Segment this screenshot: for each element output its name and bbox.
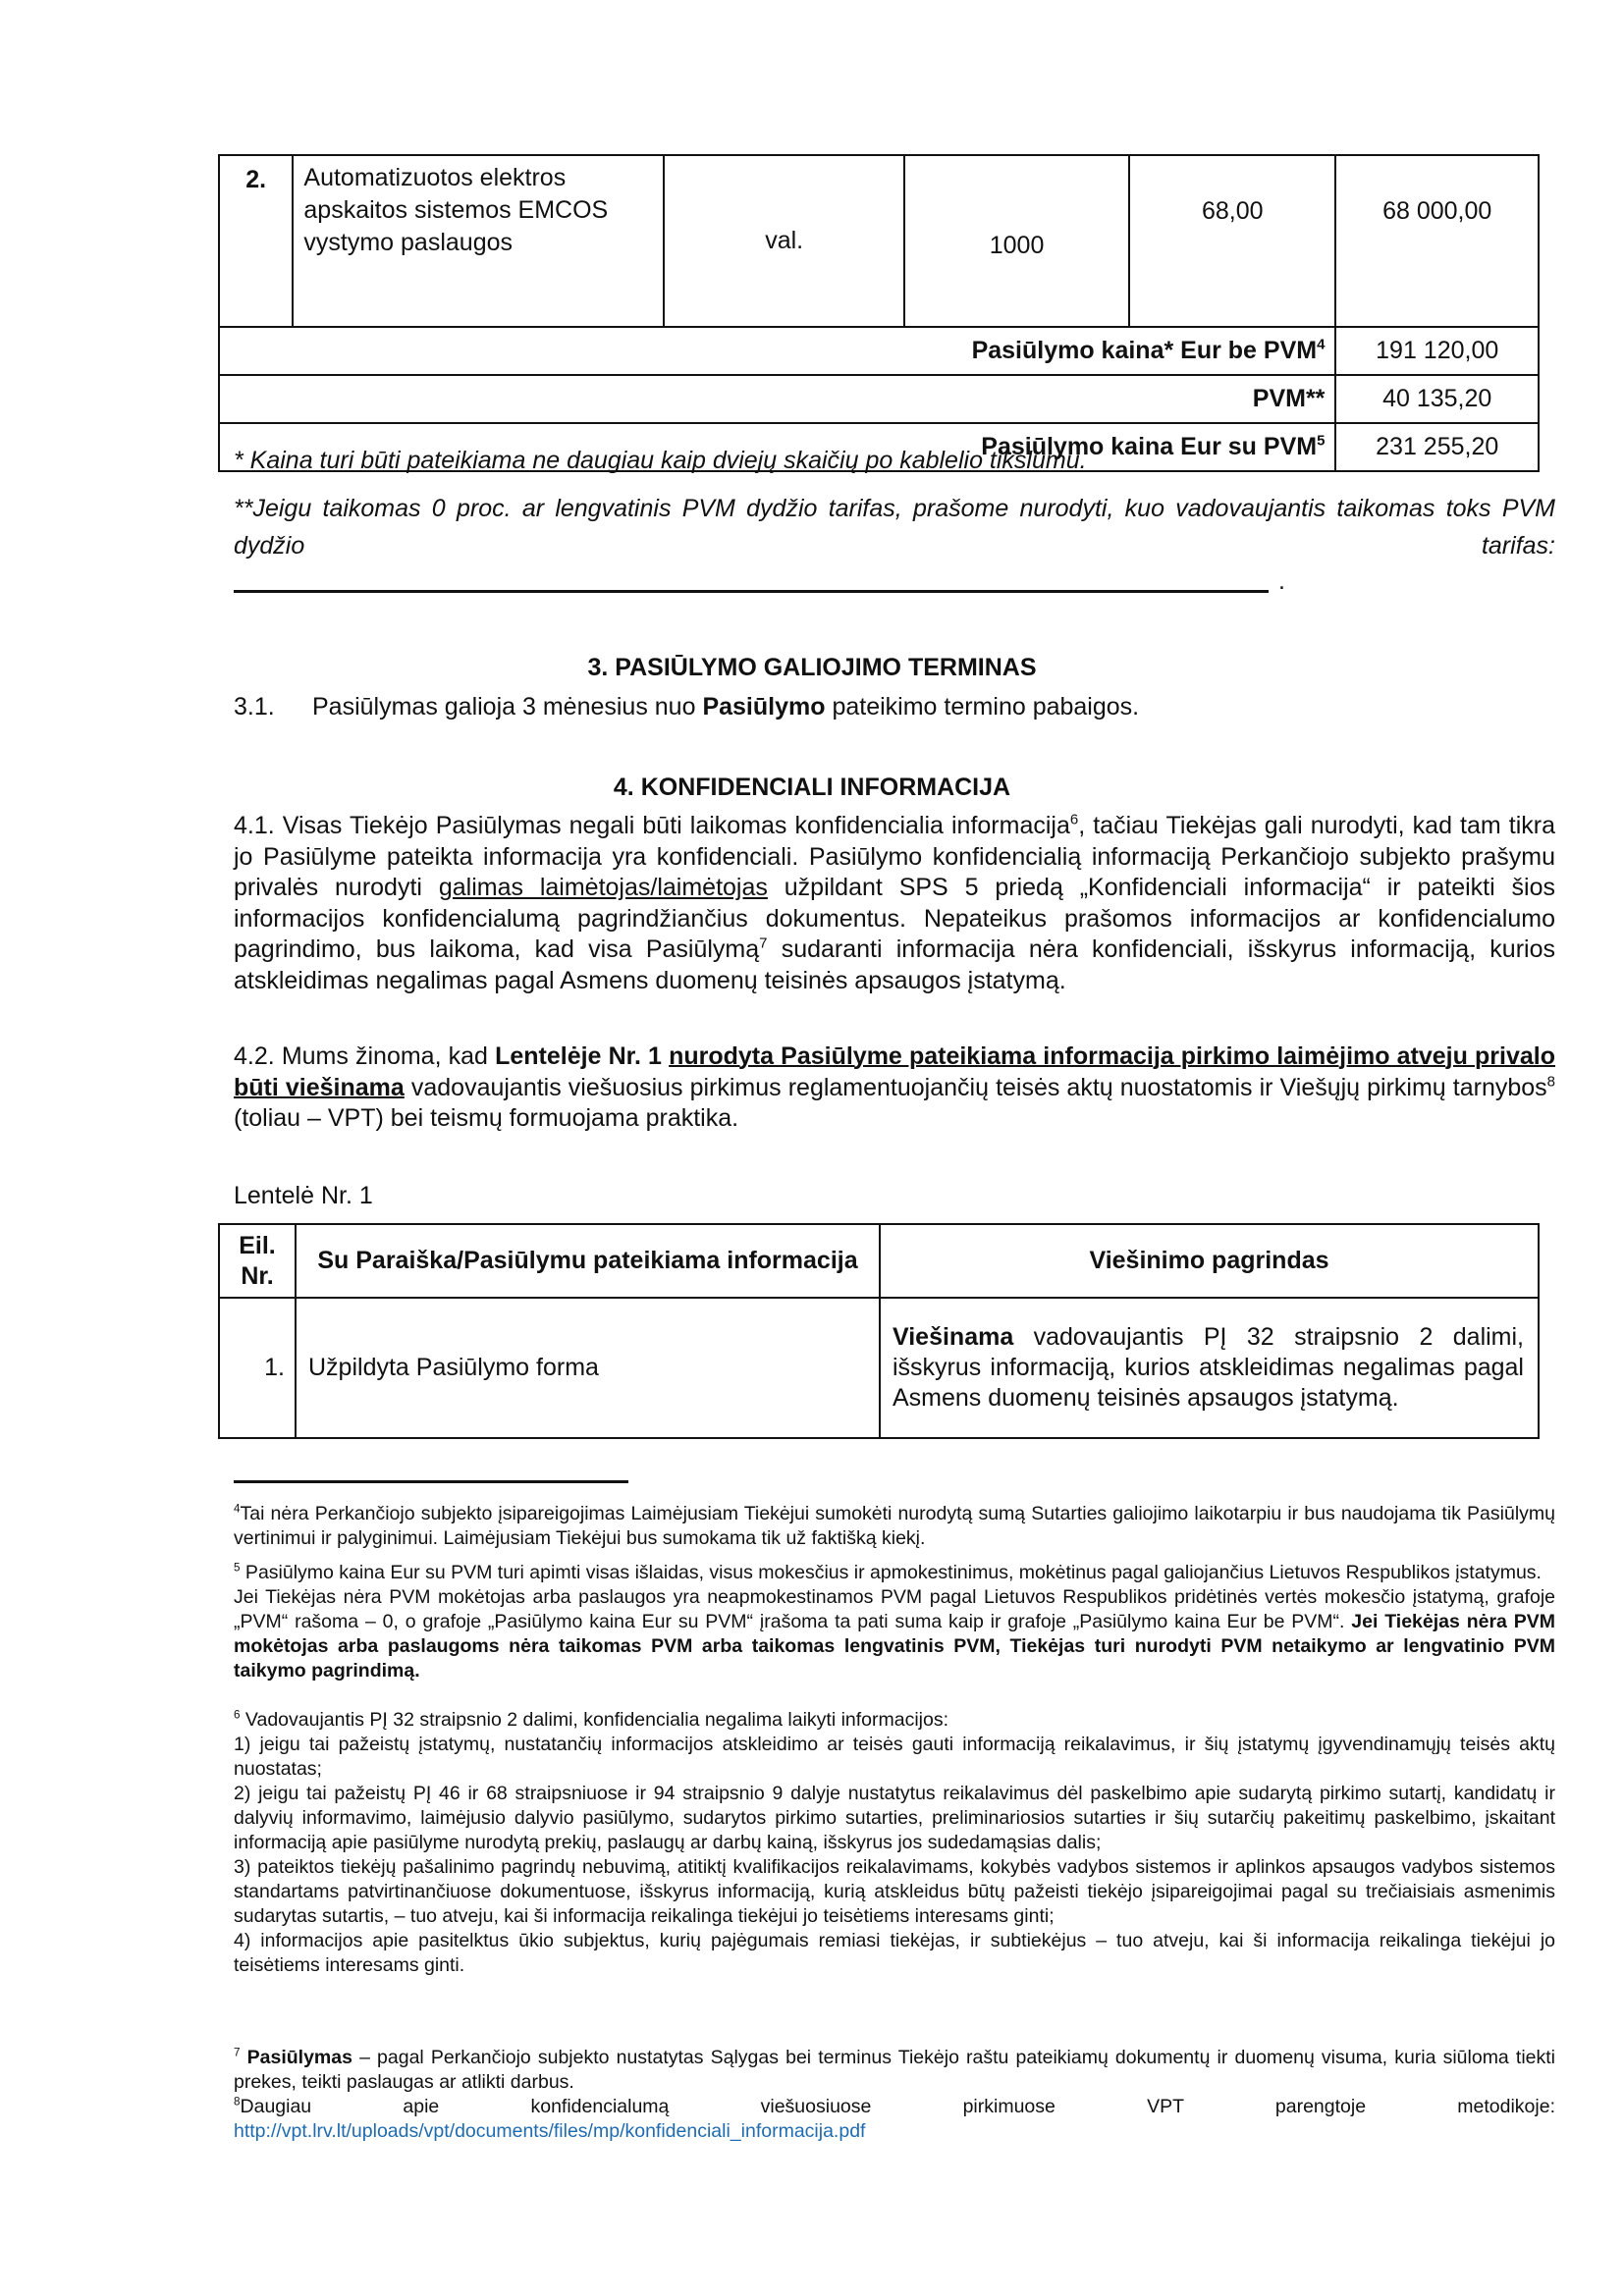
section-3-1: 3.1. Pasiūlymas galioja 3 mėnesius nuo Pasiūlymo pateikimo termino pabaigos. xyxy=(234,693,1140,721)
confidentiality-table xyxy=(218,1223,1540,1439)
table-row xyxy=(219,155,1539,327)
footnote-5: $^5$ Pasiūlymo kaina Eur su PVM turi apimti visas išlaidas, visus mokesčius ir apmokestinimus, mokėtinus pagal galiojančius Lietuvos Respublikos įstatymus. Jei Tiekėjas nėra PVM mokėtojas arba paslaugos yra neapmokestinamos PVM pagal Lietuvos Respublikos pridėtinės vertės mokesčio įstatymą, grafoje „PVM“ rašoma – 0, o grafoje „Pasiūlymo kaina Eur su PVM“ įrašoma ta pati suma kaip ir grafoje „Pasiūlymo kaina Eur be PVM“. Jei Tiekėjas nėra PVM mokėtojas arba paslaugoms nėra taikomas PVM arba taikomas lengvatinis PVM, Tiekėjas turi nurodyti PVM netaikymo ar lengvatinio PVM taikymo pagrindimą. xyxy=(234,1561,1555,1682)
footnote-4: $^4$Tai nėra Perkančiojo subjekto įsipareigojimas Laimėjusiam Tiekėjui sumokėti nurodytą sumą Sutarties galiojimo laikotarpiu ir bus naudojama tik Pasiūlymų vertinimui ir palyginimui. Laimėjusiam Tiekėjui bus sumokama tik už faktišką kiekį. xyxy=(234,1502,1555,1549)
unit-price: 68,00 xyxy=(1129,155,1335,327)
fill-in-line[interactable] xyxy=(234,590,1269,593)
table-header-row xyxy=(219,1224,1539,1298)
table-caption: Lentelė Nr. 1 xyxy=(234,1182,373,1209)
price-table xyxy=(218,154,1540,472)
price-precision-note: * Kaina turi būti pateikiama ne daugiau kaip dviejų skaičių po kablelio tikslumu. xyxy=(234,447,1087,474)
vat-rate-note: **Jeigu taikomas 0 proc. ar lengvatinis PVM dydžio tarifas, prašome nurodyti, kuo vadovaujantis taikomas toks PVM dydžio tarifas: xyxy=(234,495,1555,560)
service-name: Automatizuotos elektros apskaitos sistemos EMCOS vystymo paslaugos xyxy=(293,155,664,327)
methodology-link[interactable]: http://vpt.lrv.lt/uploads/vpt/documents/files/mp/konfidenciali_informacija.pdf xyxy=(234,2120,866,2142)
summary-row-net xyxy=(219,327,1539,375)
footnote-ref[interactable]: 4 xyxy=(1317,336,1326,353)
summary-value: 40 135,20 xyxy=(1335,375,1539,423)
quantity: 1000 xyxy=(904,155,1129,327)
underlined-phrase: galimas laimėtojas/laimėtojas xyxy=(438,874,768,901)
fill-in-line-end: . xyxy=(1278,567,1285,595)
footnote-6: $^6$ Vadovaujantis PĮ 32 straipsnio 2 dalimi, konfidencialia negalima laikyti informacijos: 1) jeigu tai pažeistų įstatymų, nustatančių informacijos atskleidimo ar teisės gauti informaciją reikalavimus, ir šių įstatymų įgyvendinamųjų teisės aktų nuostatas; 2) jeigu tai pažeistų PĮ 46 ir 68 straipsniuose ir 94 straipsnio 9 dalyje nustatytus reikalavimus dėl paskelbimo apie sudarytą pirkimo sutartį, kandidatų ir dalyvių informavimo, laimėjusio dalyvio pasiūlymo, sudarytos pirkimo sutarties, preliminariosios sutarties ir šių sutarčių pakeitimų paskelbimo, įskaitant informaciją apie pasiūlyme nurodytą prekių, paslaugų ar darbų kainą, išskyrus jos sudedamąsias dalis; 3) pateiktos tiekėjų pašalinimo pagrindų nebuvimą, atitiktį kvalifikacijos reikalavimams, kokybės vadybos sistemos ir aplinkos apsaugos vadybos sistemos standartams patvirtinančiuose dokumentuose, išskyrus informaciją, kurią atskleidus būtų pažeisti tiekėjo įsipareigojimai pagal su trečiaisiais asmenimis sudarytas sutartis, – tuo atveju, kai ši informacija reikalinga tiekėjui jo teisėtiems interesams ginti; 4) informacijos apie pasitelktus ūkio subjektus, kurių pajėgumais remiasi tiekėjas, ir subtiekėjus – tuo atveju, kai ši informacija reikalinga tiekėjui jo teisėtiems interesams ginti. xyxy=(234,1708,1555,1976)
header-no: Eil. Nr. xyxy=(219,1224,296,1298)
footnote-6-item: 2) jeigu tai pažeistų PĮ 46 ir 68 straipsniuose ir 94 straipsnio 9 dalyje nustatytus reikalavimus dėl paskelbimo apie sudarytą pirkimo sutartį, kandidatų ir dalyvių informavimo, laimėjusio dalyvio pasiūlymo, sudarytos pirkimo sutarties, preliminariosios sutarties ir šių sutarčių pakeitimų paskelbimo, įskaitant informaciją apie pasiūlyme nurodytą prekių, paslaugų ar darbų kainą, išskyrus jos sudedamąsias dalis; xyxy=(234,1783,1555,1853)
table-row xyxy=(219,1298,1539,1438)
footnote-ref[interactable]: 7 xyxy=(759,934,768,952)
summary-value: 191 120,00 xyxy=(1335,327,1539,375)
header-info: Su Paraiška/Pasiūlymu pateikiama informacija xyxy=(296,1224,880,1298)
summary-row-vat xyxy=(219,375,1539,423)
footnote-7: $^7$ Pasiūlymas – pagal Perkančiojo subjekto nustatytas Sąlygas bei terminus Tiekėjo raštu pateikiamų dokumentų ir duomenų visuma, kuria siūloma tiekti prekes, teikti paslaugas ar atlikti darbus. xyxy=(234,2046,1555,2093)
row-number: 1. xyxy=(219,1298,296,1438)
row-info: Užpildyta Pasiūlymo forma xyxy=(296,1298,880,1438)
section-4-heading: 4. KONFIDENCIALI INFORMACIJA xyxy=(613,774,1011,801)
row-total: 68 000,00 xyxy=(1335,155,1539,327)
section-4-2: 4.2. Mums žinoma, kad Lentelėje Nr. 1 nurodyta Pasiūlyme pateikiama informacija pirkimo laimėjimo atveju privalo būti viešinama vadovaujantis viešuosius pirkimus reglamentuojančių teisės aktų nuostatomis ir Viešųjų pirkimų tarnybos$^8$ (toliau – VPT) bei teismų formuojama praktika. xyxy=(234,1042,1555,1132)
summary-label: Pasiūlymo kaina* Eur be PVM$^4$ xyxy=(219,327,1335,375)
footnote-separator xyxy=(234,1480,628,1483)
footnote-ref[interactable]: 6 xyxy=(1069,811,1079,828)
footnote-ref[interactable]: 8 xyxy=(1546,1073,1555,1091)
footnote-8: $^8$Daugiau apie konfidencialumą viešuosiuose pirkimuose VPT parengtoje metodikoje: xyxy=(234,2095,1555,2117)
footnote-6-item: 1) jeigu tai pažeistų įstatymų, nustatančių informacijos atskleidimo ar teisės gauti informaciją reikalavimus, ir šių įstatymų įgyvendinamųjų teisės aktų nuostatas; xyxy=(234,1734,1555,1780)
footnote-ref[interactable]: 5 xyxy=(1317,432,1326,450)
summary-value: 231 255,20 xyxy=(1335,423,1539,471)
section-3-heading: 3. PASIŪLYMO GALIOJIMO TERMINAS xyxy=(587,654,1037,681)
row-basis: Viešinama vadovaujantis PĮ 32 straipsnio 2 dalimi, išskyrus informaciją, kurios atskleidimas negalimas pagal Asmens duomenų teisinės apsaugos įstatymą. xyxy=(880,1298,1539,1438)
underlined-bold-phrase: nurodyta Pasiūlyme pateikiama informacija pirkimo laimėjimo atveju privalo būti viešinama xyxy=(234,1042,1555,1101)
section-4-1: 4.1. Visas Tiekėjo Pasiūlymas negali būti laikomas konfidencialia informacija$^6$, tačiau Tiekėjas gali nurodyti, kad tam tikra jo Pasiūlyme pateikta informacija yra konfidenciali. Pasiūlymo konfidencialią informaciją Perkančiojo subjekto prašymu privalės nurodyti galimas laimėtojas/laimėtojas užpildant SPS 5 priedą „Konfidenciali informacija“ ir pateikti šios informacijos konfidencialumą pagrindžiančius dokumentus. Nepateikus prašomos informacijos ar konfidencialumo pagrindimo, bus laikoma, kad visa Pasiūlymą$^7$ sudaranti informacija nėra konfidenciali, išskyrus informaciją, kurios atskleidimas negalimas pagal Asmens duomenų teisinės apsaugos įstatymą. xyxy=(234,811,1556,994)
footnote-6-item: 4) informacijos apie pasitelktus ūkio subjektus, kurių pajėgumais remiasi tiekėjas, ir subtiekėjus – tuo atveju, kai ši informacija reikalinga tiekėjui jo teisėtiems interesams ginti. xyxy=(234,1930,1555,1976)
row-number: 2. xyxy=(219,155,293,327)
header-basis: Viešinimo pagrindas xyxy=(880,1224,1539,1298)
summary-label: PVM** xyxy=(219,375,1335,423)
item-number: 3.1. xyxy=(234,693,275,721)
summary-label: Pasiūlymo kaina Eur su PVM$^5$ xyxy=(219,423,1335,471)
footnote-6-item: 3) pateiktos tiekėjų pašalinimo pagrindų nebuvimą, atitiktį kvalifikacijos reikalavimams, kokybės vadybos sistemos ir aplinkos apsaugos vadybos sistemos standartams patvirtinančiuose dokumentuose, išskyrus informaciją, kurią atskleidus būtų pažeisti tiekėjo įsipareigojimai pagal su trečiaisiais asmenimis sudarytas sutartis, – tuo atveju, kai ši informacija reikalinga tiekėjui jo teisėtiems interesams ginti; xyxy=(234,1856,1555,1927)
unit: val. xyxy=(664,155,904,327)
